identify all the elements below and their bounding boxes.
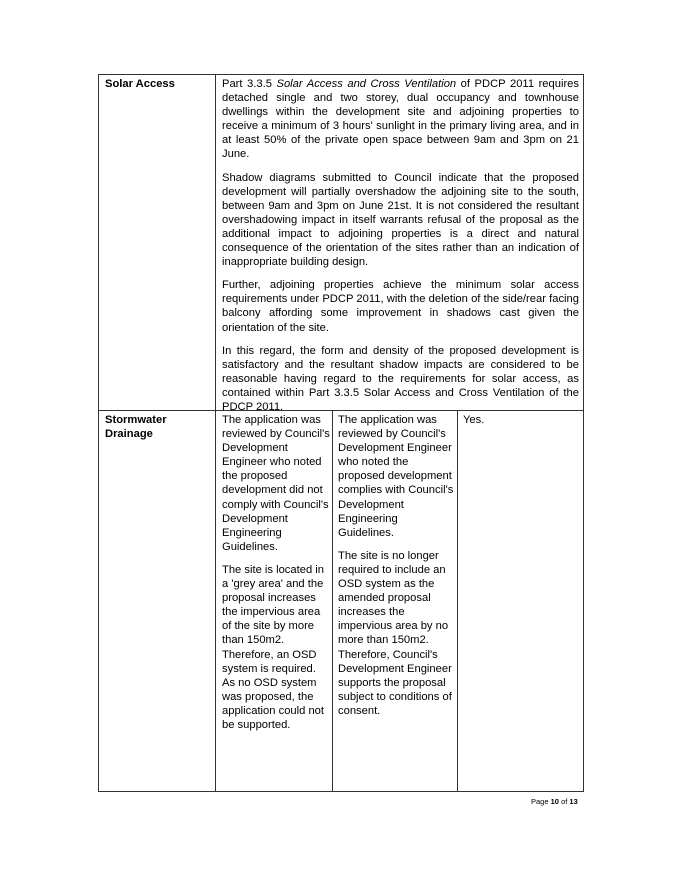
column-divider: [215, 75, 216, 410]
amended-proposal-cell: [338, 413, 456, 727]
column-divider: [457, 411, 458, 791]
row-label-solar-access: Solar Access: [105, 78, 175, 90]
solar-paragraph-3: Further, adjoining properties achieve the minimum solar access requirements under PDCP 2011, with the deletion of the side/rear facing balcony affording some improvement in shadows cast given the orientation of the site.: [222, 279, 579, 334]
original-proposal-cell: [222, 413, 330, 741]
page-number: Page 10 of 13: [531, 797, 578, 806]
amended-paragraph-1: The application was reviewed by Council's Development Engineer who noted the proposed development complies with Council's Development Engineering Guidelines.: [338, 414, 454, 539]
table-row: [98, 75, 584, 411]
original-paragraph-1: The application was reviewed by Council's Development Engineer who noted the proposed development did not comply with Council's Development Engineering Guidelines.: [222, 414, 330, 553]
solar-access-content: [222, 77, 579, 423]
solar-paragraph-1: Part 3.3.5 Solar Access and Cross Ventilation of PDCP 2011 requires detached single and two storey, dual occupancy and townhouse dwellings within the development site and adjoining properties to receive a minimum of 3 hours' sunlight in the primary living area, and in at least 50% of the private open space between 9am and 3pm on 21 June.: [222, 78, 579, 161]
amended-paragraph-2: The site is no longer required to include an OSD system as the amended proposal increases the impervious area by no more than 150m2. Therefore, Council's Development Engineer supports the proposal subject to conditions of consent.: [338, 549, 452, 717]
solar-paragraph-2: Shadow diagrams submitted to Council indicate that the proposed development will partially overshadow the adjoining site to the south, between 9am and 3pm on June 21st. It is not considered the resultant overshadowing impact in itself warrants refusal of the proposal as the additional impact to adjoining properties is a direct and natural consequence of the orientation of the sites rather than an indication of inappropriate building design.: [222, 171, 579, 269]
assessment-table: [98, 74, 584, 792]
column-divider: [215, 411, 216, 791]
row-label-stormwater-drainage: Stormwater Drainage: [105, 414, 167, 441]
original-paragraph-2: The site is located in a 'grey area' and the proposal increases the impervious area of the site by more than 150m2. Therefore, an OSD system is required. As no OSD system was proposed, the application could not be supported.: [222, 563, 325, 731]
table-row: [98, 411, 584, 792]
solar-paragraph-4: In this regard, the form and density of the proposed development is satisfactory and the resultant shadow impacts are considered to be reasonable having regard to the requirements for solar access, as contained within Part 3.3.5 Solar Access and Cross Ventilation of the PDCP 2011.: [222, 344, 579, 413]
column-divider: [332, 411, 333, 791]
compliance-status: Yes.: [463, 414, 485, 426]
